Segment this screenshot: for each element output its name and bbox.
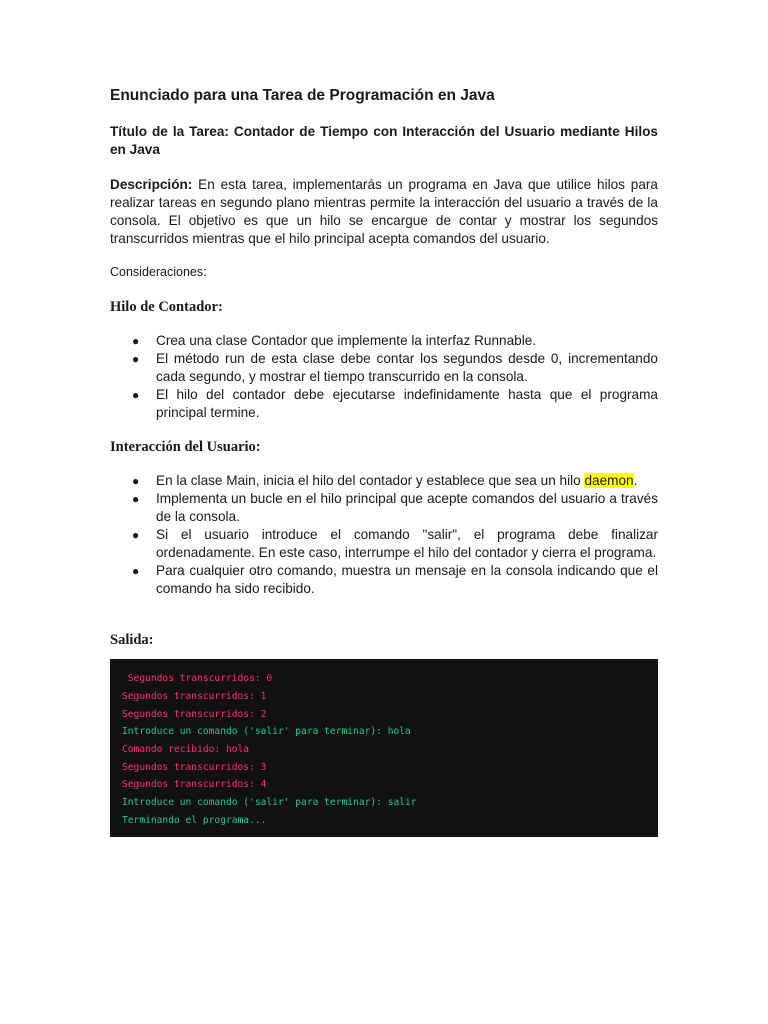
bullet-icon: ● [132, 528, 140, 542]
list-item: ● Implementa un bucle en el hilo principal que acepte comandos del usuario a través de la consola. [132, 491, 658, 524]
terminal-line: Segundos transcurridos: 4 [122, 779, 267, 790]
counter-thread-heading: Hilo de Contador: [110, 299, 223, 315]
user-interaction-heading: Interacción del Usuario: [110, 439, 261, 455]
bullet-icon: ● [132, 564, 140, 578]
list-item: ● Crea una clase Contador que implemente la interfaz Runnable. [132, 333, 537, 348]
bullet-icon: ● [132, 352, 140, 366]
terminal-line: Segundos transcurridos: 3 [122, 762, 267, 773]
terminal-line: Segundos transcurridos: 0 [122, 673, 273, 684]
list-item: ● El método run de esta clase debe contar los segundos desde 0, incrementando cada segundo, y mostrar el tiempo transcurrido en la consola. [132, 351, 658, 384]
bullet-icon: ● [132, 334, 140, 348]
terminal-line: Terminando el programa... [122, 815, 267, 826]
task-title: Título de la Tarea: Contador de Tiempo con Interacción del Usuario mediante Hilos en Java [110, 124, 658, 157]
terminal-line: Segundos transcurridos: 1 [122, 691, 267, 702]
counter-thread-list [110, 332, 658, 422]
list-item: ● Para cualquier otro comando, muestra un mensaje en la consola indicando que el comando ha sido recibido. [132, 563, 658, 596]
terminal-line: Comando recibido: hola [122, 744, 250, 755]
terminal-line: Introduce un comando ('salir' para terminar): salir [122, 797, 417, 808]
bullet-icon: ● [132, 388, 140, 402]
user-interaction-list [110, 472, 658, 598]
terminal-line: Segundos transcurridos: 2 [122, 709, 267, 720]
document-title: Enunciado para una Tarea de Programación en Java [110, 87, 495, 104]
highlighted-word: daemon [584, 473, 634, 488]
list-item: ● El hilo del contador debe ejecutarse indefinidamente hasta que el programa principal termine. [132, 387, 658, 420]
description-paragraph [110, 176, 658, 248]
description-label: Descripción: [110, 177, 193, 192]
considerations-label: Consideraciones: [110, 265, 207, 279]
list-item: ● En la clase Main, inicia el hilo del contador y establece que sea un hilo daemon. [132, 473, 638, 488]
terminal-output [110, 659, 658, 837]
bullet-icon: ● [132, 492, 140, 506]
description-text: En esta tarea, implementarás un programa en Java que utilice hilos para realizar tareas en segundo plano mientras permite la interacción del usuario a través de la consola. El objetivo es que un hilo se encargue de contar y mostrar los segundos transcurridos mientras que el hilo principal acepta comandos del usuario. [110, 177, 658, 246]
output-heading: Salida: [110, 632, 154, 648]
list-item: ● Si el usuario introduce el comando "salir", el programa debe finalizar ordenadamente. En este caso, interrumpe el hilo del contador y cierra el programa. [132, 527, 658, 560]
bullet-icon: ● [132, 474, 140, 488]
terminal-line: Introduce un comando ('salir' para terminar): hola [122, 726, 411, 737]
